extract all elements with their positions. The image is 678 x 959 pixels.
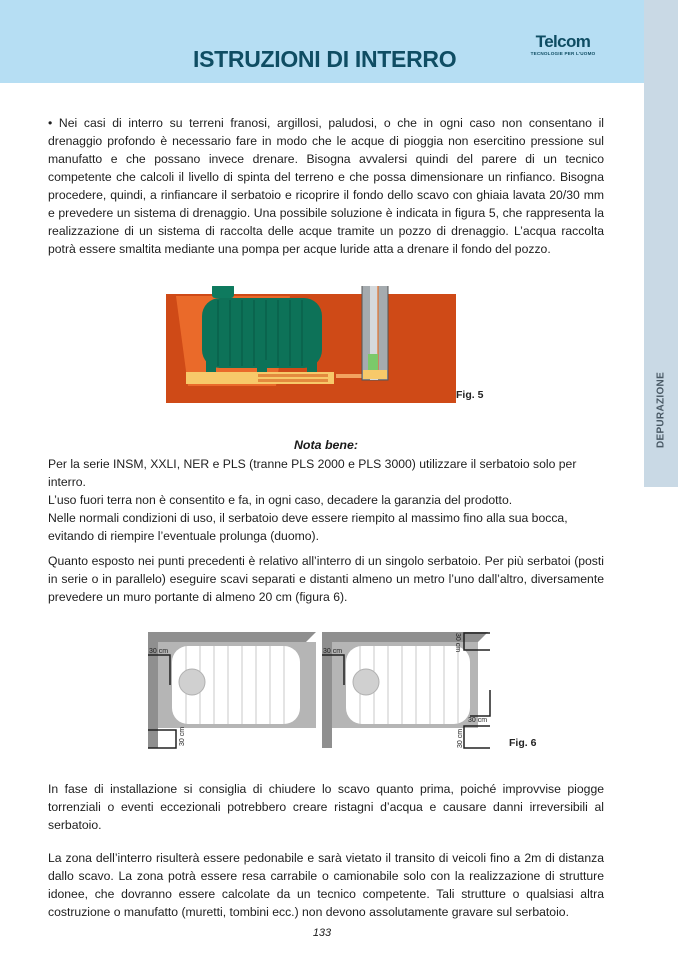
nota-line: Nelle normali condizioni di uso, il serbatoio deve essere riempito al massimo fino alla sua bocca, evitando di riempire l’eventuale prolunga (duomo). (48, 511, 568, 543)
dimension-label: 30 cm (323, 648, 343, 655)
figure-6-label: Fig. 6 (509, 737, 537, 749)
section-label (644, 340, 678, 480)
dimension-label: 30 cm (468, 717, 488, 724)
nota-bene-heading: Nota bene: (293, 438, 359, 452)
figure-5-label: Fig. 5 (456, 389, 484, 401)
logo-tagline: TECNOLOGIE PER L'UOMO (530, 51, 596, 56)
paragraph-zona-interro (48, 849, 604, 921)
page-number: 133 (312, 927, 332, 939)
figure-6-left-tank (146, 630, 316, 750)
dimension-label: 30 cm (457, 728, 464, 748)
paragraph-text: • Nei casi di interro su terreni franosi, argillosi, paludosi, o che in ogni caso non consentano il drenaggio profondo è necessario fare in modo che le acque di pioggia non esercitino pressione sul manufatto e che possano invece drenare. Bisogna avvalersi quindi del parere di un tecnico competente che calcoli il livello di spinta del terreno e che possa dimensionare un rinfianco. Bisogna procedere, quindi, a rinfiancare il serbatoio e ricoprire il fondo dello scavo con ghiaia lavata 20/30 mm e prevedere un sistema di drenaggio. Una possibile soluzione è indicata in figura 5, che rappresenta la realizzazione di un sistema di raccolta delle acque tramite un pozzo di drenaggio. L’acqua raccolta potrà essere smaltita mediante una pompa per acque luride atta a drenare il fondo del pozzo. (48, 116, 604, 256)
telcom-logo (520, 34, 606, 56)
nota-line: Per la serie INSM, XXLI, NER e PLS (tranne PLS 2000 e PLS 3000) utilizzare il serbatoio solo per interro. (48, 457, 577, 489)
figure-5-drainage-diagram (166, 286, 456, 403)
paragraph-piu-serbatoi (48, 552, 604, 606)
dimension-label: 30 cm (149, 648, 169, 655)
page-title: ISTRUZIONI DI INTERRO (193, 46, 457, 72)
nota-bene-text (48, 455, 604, 545)
paragraph-text: In fase di installazione si consiglia di chiudere lo scavo quanto prima, poiché improvvise piogge torrenziali o eventi eccezionali potrebbero creare ristagni d’acqua e causare danni irreversibili al serbatoio. (48, 782, 604, 832)
paragraph-terreni-franosi (48, 114, 604, 258)
paragraph-text: La zona dell’interro risulterà essere pedonabile e sarà vietato il transito di veicoli fino a 2m di distanza dallo scavo. La zona potrà essere resa carrabile o camionabile solo con la realizzazione di strutture idonee, che dovranno essere calcolate da un tecnico competente. Tali strutture o qualsiasi altra costruzione o manufatto (muretti, tombini ecc.) non devono assolutamente gravare sul serbatoio. (48, 851, 604, 919)
dimension-label: 30 cm (454, 633, 461, 653)
paragraph-text: Quanto esposto nei punti precedenti è relativo all’interro di un singolo serbatoio. Per più serbatoi (posti in serie o in parallelo) eseguire scavi separati e distanti almeno un metro l’uno dall’altro, diversamente prevedere un muro portante di almeno 20 cm (figura 6). (48, 554, 604, 604)
logo-brand: Telcom (535, 32, 591, 51)
figure-6-right-tank (318, 630, 498, 750)
paragraph-installazione (48, 780, 604, 834)
section-label-text: DEPURAZIONE (655, 371, 667, 449)
nota-line: L’uso fuori terra non è consentito e fa, in ogni caso, decadere la garanzia del prodotto. (48, 493, 513, 507)
dimension-label: 30 cm (179, 726, 186, 746)
